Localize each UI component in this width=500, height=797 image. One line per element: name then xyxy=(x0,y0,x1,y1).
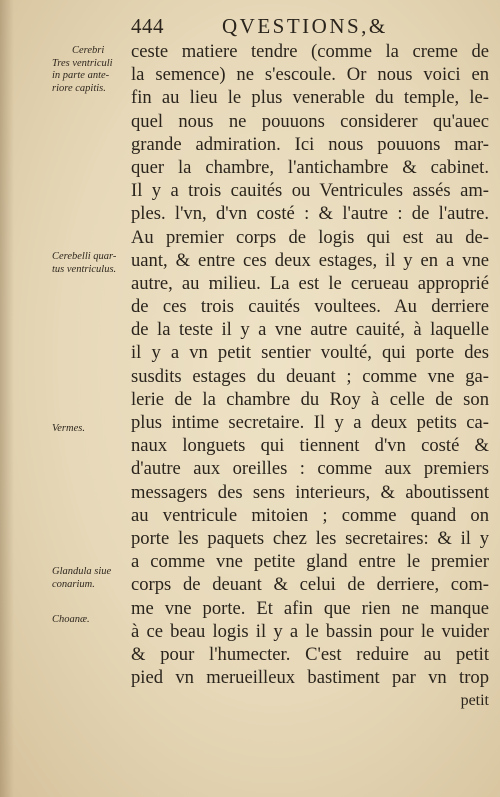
catchword: petit xyxy=(460,692,489,710)
margin-note-line: Tres ventriculi xyxy=(52,57,113,69)
margin-note-cerebri xyxy=(52,45,128,95)
margin-note-line: Glandula siue xyxy=(52,566,112,577)
margin-note-line: tus ventriculus. xyxy=(52,263,117,275)
text-line: d'autre aux oreilles : comme aux premiers xyxy=(131,458,489,480)
margin-note-line: Vermes. xyxy=(52,423,85,434)
text-line: Il y a trois cauités ou Ventricules assés am- xyxy=(131,180,489,202)
text-line: ceste matiere tendre (comme la creme de xyxy=(131,41,489,62)
text-line: à ce beau logis il y a le bassin pour le vuider xyxy=(131,620,489,642)
text-line: uant, & entre ces deux estages, il y en a vne xyxy=(131,249,489,271)
text-line: porte les paquets chez les secretaires: & il y xyxy=(131,527,489,549)
text-line: corps de deuant & celui de derriere, com- xyxy=(131,574,489,596)
text-line: de la teste il y a vne autre cauité, à laquelle xyxy=(131,319,489,341)
text-line: me vne porte. Et afin que rien ne manque xyxy=(131,597,489,619)
margin-note-line: in parte ante- xyxy=(52,70,110,81)
margin-note-choanae xyxy=(52,614,128,627)
text-line: naux longuets qui tiennent d'vn costé & xyxy=(131,435,489,457)
text-line: susdits estages du deuant ; comme vne ga- xyxy=(131,365,489,387)
text-line: Au premier corps de logis qui est au de- xyxy=(131,226,489,248)
text-line: de ces trois cauités voultees. Au derriere xyxy=(131,296,489,318)
margin-note-line: riore capitis. xyxy=(52,82,106,94)
text-line: ples. l'vn, d'vn costé : & l'autre : de l'autre. xyxy=(131,203,489,225)
text-line: autre, au milieu. La est le cerueau approprié xyxy=(131,272,489,294)
running-title: QVESTIONS,& xyxy=(222,14,388,38)
text-line: quel nous ne pouuons considerer qu'auec xyxy=(131,110,489,132)
margin-note-line: Cerebri xyxy=(72,45,105,56)
text-line: messagers des sens interieurs, & aboutissent xyxy=(131,481,489,503)
margin-note-line: conarium. xyxy=(52,578,95,590)
margin-notes xyxy=(0,0,130,797)
text-line: il y a vn petit sentier voulté, qui porte des xyxy=(131,342,489,364)
text-line: au ventricule mitoien ; comme quand on xyxy=(131,504,489,526)
margin-note-line: Cerebelli quar- xyxy=(52,251,117,262)
margin-note-cerebelli xyxy=(52,251,128,276)
text-line: quer la chambre, l'antichambre & cabinet. xyxy=(131,156,489,178)
text-line: lerie de la chambre du Roy à celle de son xyxy=(131,388,489,410)
margin-note-glandula xyxy=(52,566,128,591)
text-line: grande admiration. Ici nous pouuons mar- xyxy=(131,133,489,155)
text-line: plus intime secretaire. Il y a deux petits ca- xyxy=(131,412,489,433)
text-line: pied vn merueilleux bastiment par vn trop xyxy=(131,667,489,689)
text-line: & pour l'humecter. C'est reduire au petit xyxy=(131,643,489,665)
text-line: la semence) ne s'escoule. Or nous voici en xyxy=(131,64,489,86)
margin-note-line: Choanæ. xyxy=(52,614,90,625)
page-number: 444 xyxy=(131,14,164,38)
text-line: a comme vne petite gland entre le premier xyxy=(131,551,489,573)
body-text xyxy=(131,40,489,712)
text-line: fin au lieu le plus venerable du temple, le- xyxy=(131,87,489,109)
margin-note-vermes xyxy=(52,423,128,436)
